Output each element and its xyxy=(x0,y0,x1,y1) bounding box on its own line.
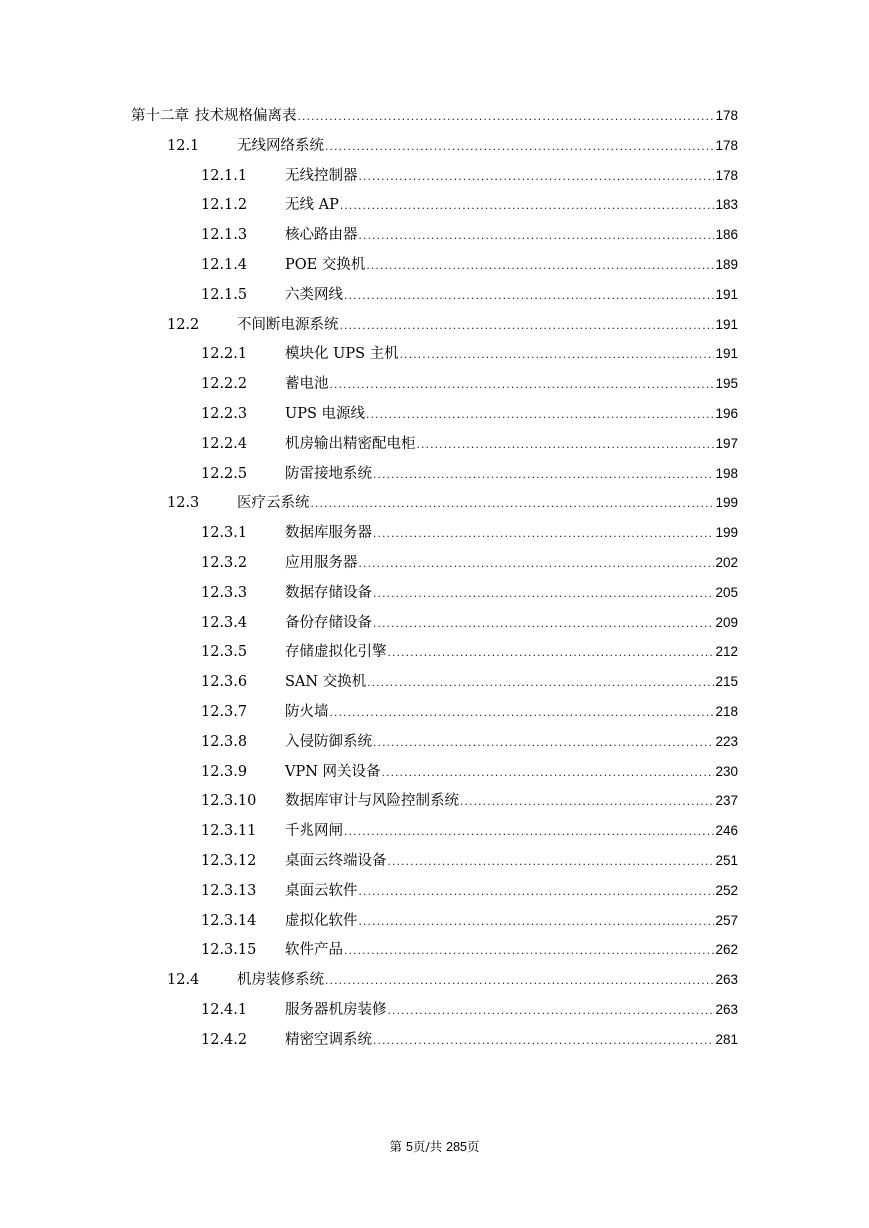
toc-entry-title: 无线控制器 xyxy=(285,167,358,184)
toc-entry[interactable] xyxy=(201,730,738,752)
toc-entry-number: 12.3.12 xyxy=(201,853,257,869)
toc-entry[interactable] xyxy=(201,938,738,960)
toc-entry-page: 252 xyxy=(715,882,738,898)
toc-entry-page: 263 xyxy=(715,972,738,988)
toc-entry-page: 198 xyxy=(715,465,738,481)
toc-entry-number: 12.1.5 xyxy=(201,286,248,303)
toc-entry-title: 机房装修系统 xyxy=(237,972,324,989)
dot-leader xyxy=(373,586,714,600)
toc-entry-number: 12.3.2 xyxy=(201,555,248,571)
toc-entry[interactable] xyxy=(201,879,738,901)
toc-entry-page: 186 xyxy=(715,227,738,243)
toc-entry[interactable] xyxy=(201,640,738,662)
toc-entry-title: 虚拟化软件 xyxy=(285,912,358,929)
toc-entry-title: 不间断电源系统 xyxy=(237,316,339,333)
toc-entry-title: 备份存储设备 xyxy=(285,614,372,631)
dot-leader xyxy=(373,467,714,481)
toc-entry-number: 第十二章 xyxy=(131,108,189,124)
toc-entry[interactable] xyxy=(201,670,738,692)
toc-entry[interactable] xyxy=(201,342,738,364)
dot-leader xyxy=(359,884,715,898)
toc-entry-number: 12.3.11 xyxy=(201,823,257,840)
toc-entry[interactable] xyxy=(167,313,738,335)
toc-entry-title: 桌面云终端设备 xyxy=(285,853,387,869)
toc-entry-page: 178 xyxy=(715,167,738,183)
dot-leader xyxy=(344,824,714,838)
dot-leader xyxy=(359,169,715,183)
dot-leader xyxy=(330,377,715,391)
toc-entry-page: 202 xyxy=(715,555,738,570)
toc-entry-title: 千兆网闸 xyxy=(285,823,343,840)
toc-entry-number: 12.4.2 xyxy=(201,1031,248,1048)
toc-entry-page: 246 xyxy=(715,823,738,839)
toc-entry[interactable] xyxy=(167,491,738,513)
toc-entry-page: 178 xyxy=(715,137,738,153)
dot-leader xyxy=(460,794,714,808)
toc-entry-page: 196 xyxy=(715,406,738,421)
toc-entry-page: 263 xyxy=(715,1002,738,1017)
footer-middle: 页/共 xyxy=(412,1139,447,1154)
dot-leader xyxy=(359,914,715,928)
toc-entry-title: 六类网线 xyxy=(285,286,343,303)
toc-entry-page: 199 xyxy=(715,525,738,541)
toc-entry-title: POE 交换机 xyxy=(285,257,366,273)
toc-entry-title: 无线 AP xyxy=(285,197,339,214)
toc-entry-title: 数据库审计与风险控制系统 xyxy=(285,793,459,810)
dot-leader xyxy=(373,735,714,749)
toc-entry-title: 入侵防御系统 xyxy=(285,733,372,750)
toc-entry-number: 12.3.9 xyxy=(201,763,248,780)
toc-entry[interactable] xyxy=(201,998,738,1020)
dot-leader xyxy=(382,765,715,779)
footer-current-page: 5 xyxy=(405,1140,413,1154)
toc-entry-title: 数据存储设备 xyxy=(285,584,372,601)
toc-entry-number: 12.3.10 xyxy=(201,793,257,810)
toc-entry-number: 12.2 xyxy=(167,316,200,333)
dot-leader xyxy=(388,645,715,659)
toc-entry-page: 209 xyxy=(715,614,738,630)
toc-entry[interactable] xyxy=(201,1028,738,1050)
toc-entry-page: 191 xyxy=(715,346,738,362)
dot-leader xyxy=(340,198,715,212)
toc-entry-title: 数据库服务器 xyxy=(285,525,372,542)
toc-entry[interactable] xyxy=(201,164,738,186)
dot-leader xyxy=(325,973,714,987)
toc-entry-page: 223 xyxy=(715,733,738,749)
toc-entry-number: 12.3.7 xyxy=(201,704,248,720)
toc-entry[interactable] xyxy=(201,581,738,603)
toc-entry-page: 215 xyxy=(715,674,738,690)
dot-leader xyxy=(366,258,714,272)
dot-leader xyxy=(366,407,714,421)
dot-leader xyxy=(311,496,715,510)
toc-entry[interactable] xyxy=(201,819,738,841)
toc-entry-number: 12.2.3 xyxy=(201,406,248,422)
toc-entry-page: 199 xyxy=(715,495,738,511)
dot-leader xyxy=(359,228,715,242)
toc-entry[interactable] xyxy=(201,432,738,454)
toc-entry-number: 12.3.1 xyxy=(201,525,248,542)
toc-entry[interactable] xyxy=(201,253,738,275)
toc-entry-page: 218 xyxy=(715,704,738,719)
toc-entry-number: 12.3.4 xyxy=(201,614,248,631)
toc-entry-page: 212 xyxy=(715,644,738,660)
footer-prefix: 第 xyxy=(389,1139,406,1154)
dot-leader xyxy=(359,556,715,570)
toc-entry-title: 医疗云系统 xyxy=(237,495,310,512)
toc-entry[interactable] xyxy=(201,551,738,573)
toc-entry[interactable] xyxy=(201,760,738,782)
toc-entry-number: 12.3 xyxy=(167,495,200,512)
dot-leader xyxy=(344,288,714,302)
toc-entry-number: 12.1 xyxy=(167,137,200,154)
footer-total-pages: 285 xyxy=(446,1140,467,1154)
toc-entry-page: 230 xyxy=(715,763,738,779)
toc-entry-number: 12.2.5 xyxy=(201,465,248,482)
dot-leader xyxy=(367,675,714,689)
toc-entry[interactable] xyxy=(201,700,738,722)
toc-entry-title: UPS 电源线 xyxy=(285,406,366,422)
toc-entry[interactable] xyxy=(201,372,738,394)
toc-entry[interactable] xyxy=(167,134,738,156)
dot-leader xyxy=(330,705,715,719)
toc-entry-page: 191 xyxy=(715,286,738,302)
toc-entry-page: 281 xyxy=(715,1031,738,1047)
toc-entry[interactable] xyxy=(201,462,738,484)
toc-entry-title: 技术规格偏离表 xyxy=(195,108,297,124)
toc-entry-title: 软件产品 xyxy=(285,942,343,959)
toc-entry-page: 195 xyxy=(715,376,738,392)
toc-entry-title: VPN 网关设备 xyxy=(285,763,381,780)
toc-entry-page: 257 xyxy=(715,912,738,928)
dot-leader xyxy=(388,1003,715,1017)
toc-entry-page: 237 xyxy=(715,793,738,809)
toc-entry-number: 12.3.3 xyxy=(201,584,248,601)
toc-entry-number: 12.2.1 xyxy=(201,346,248,363)
toc-entry-number: 12.1.3 xyxy=(201,227,248,244)
toc-entry[interactable] xyxy=(201,521,738,543)
dot-leader xyxy=(340,318,715,332)
toc-entry-title: 无线网络系统 xyxy=(237,137,324,154)
toc-entry[interactable] xyxy=(201,849,738,871)
toc-entry-number: 12.1.1 xyxy=(201,167,248,184)
dot-leader xyxy=(400,347,715,361)
toc-entry-title: 桌面云软件 xyxy=(285,882,358,899)
toc-entry-number: 12.3.8 xyxy=(201,733,248,750)
dot-leader xyxy=(417,437,715,451)
toc-entry-page: 262 xyxy=(715,942,738,958)
page-footer xyxy=(0,1137,869,1155)
toc-entry[interactable] xyxy=(201,611,738,633)
toc-entry-title: 核心路由器 xyxy=(285,227,358,244)
toc-entry[interactable] xyxy=(201,909,738,931)
toc-entry[interactable] xyxy=(201,223,738,245)
toc-entry[interactable] xyxy=(167,968,738,990)
toc-entry-title: 防火墙 xyxy=(285,704,329,720)
toc-entry-title: 蓄电池 xyxy=(285,376,329,393)
toc-entry-number: 12.2.2 xyxy=(201,376,248,393)
dot-leader xyxy=(298,109,715,123)
toc-entry-title: SAN 交换机 xyxy=(285,674,367,691)
toc-entry-page: 189 xyxy=(715,257,738,272)
toc-entry-number: 12.3.13 xyxy=(201,882,257,899)
toc-entry[interactable] xyxy=(201,402,738,424)
dot-leader xyxy=(373,1033,714,1047)
dot-leader xyxy=(344,943,714,957)
footer-suffix: 页 xyxy=(466,1139,480,1154)
toc-entry-title: 防雷接地系统 xyxy=(285,465,372,482)
toc-entry-number: 12.3.15 xyxy=(201,942,257,959)
toc-entry-page: 178 xyxy=(715,108,738,123)
toc-entry-page: 191 xyxy=(715,316,738,332)
toc-entry-title: 服务器机房装修 xyxy=(285,1002,387,1018)
toc-entry-title: 机房输出精密配电柜 xyxy=(285,435,416,452)
toc-entry[interactable] xyxy=(131,104,738,126)
toc-entry-title: 应用服务器 xyxy=(285,555,358,571)
dot-leader xyxy=(325,139,714,153)
toc-entry-title: 模块化 UPS 主机 xyxy=(285,346,399,363)
toc-entry-page: 251 xyxy=(715,853,738,868)
toc-entry[interactable] xyxy=(201,283,738,305)
toc-entry-number: 12.1.4 xyxy=(201,257,248,273)
toc-entry-page: 183 xyxy=(715,197,738,213)
toc-entry[interactable] xyxy=(201,193,738,215)
toc-entry-number: 12.3.14 xyxy=(201,912,257,929)
toc-entry[interactable] xyxy=(201,789,738,811)
dot-leader xyxy=(373,616,714,630)
toc-entry-page: 197 xyxy=(715,435,738,451)
dot-leader xyxy=(388,854,715,868)
toc-entry-title: 存储虚拟化引擎 xyxy=(285,644,387,661)
dot-leader xyxy=(373,526,714,540)
toc-entry-number: 12.4.1 xyxy=(201,1002,248,1018)
toc-entry-number: 12.3.6 xyxy=(201,674,248,691)
toc-entry-number: 12.2.4 xyxy=(201,435,248,452)
toc-entry-number: 12.1.2 xyxy=(201,197,248,214)
toc-entry-number: 12.3.5 xyxy=(201,644,248,661)
toc-entry-number: 12.4 xyxy=(167,972,200,989)
toc-entry-title: 精密空调系统 xyxy=(285,1031,372,1048)
toc-entry-page: 205 xyxy=(715,584,738,600)
